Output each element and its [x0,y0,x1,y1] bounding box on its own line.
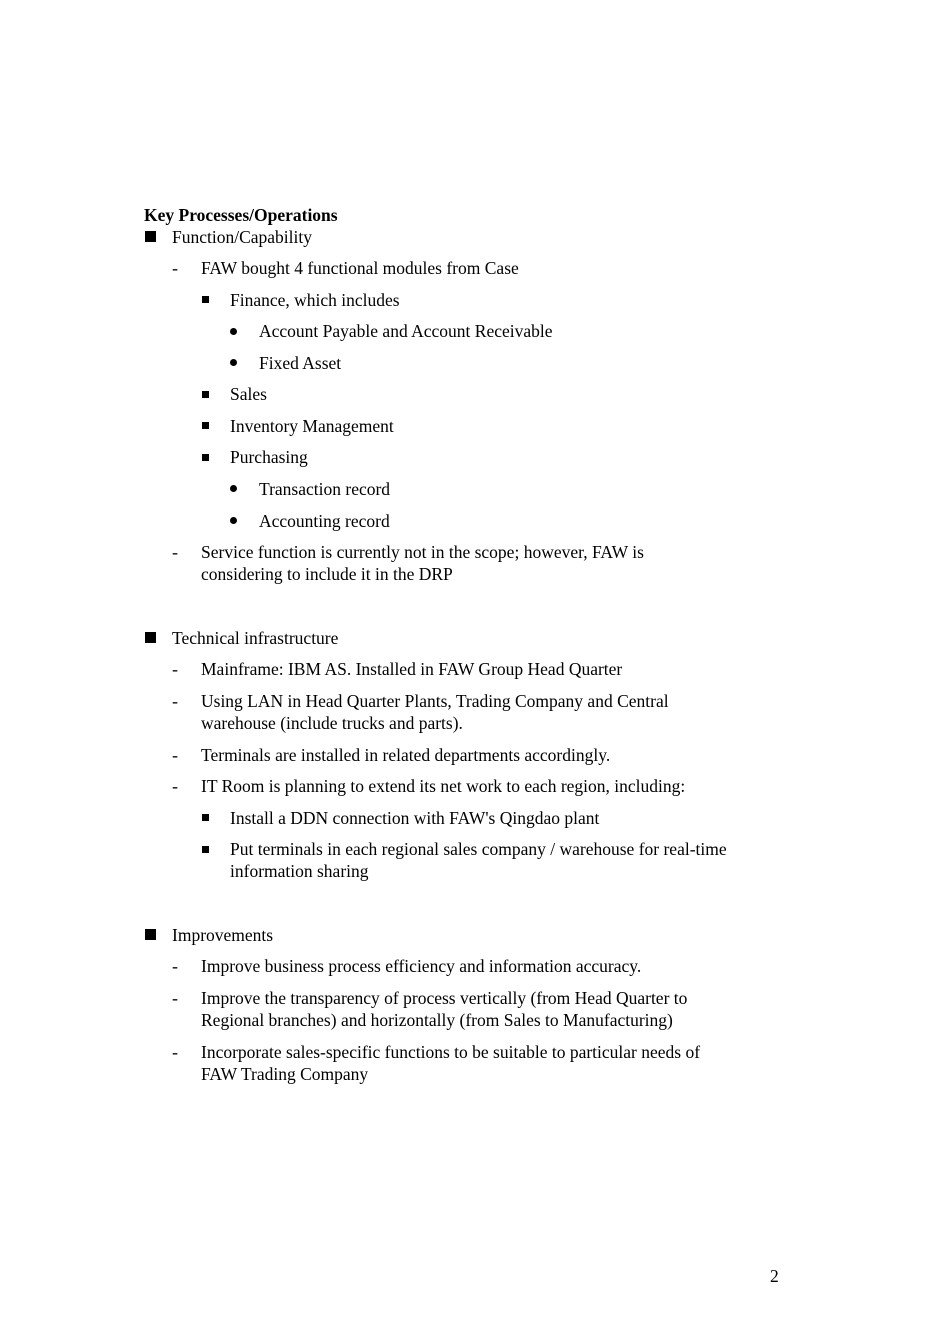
list-item-level3: Purchasing [230,447,308,467]
list-item-level4: Transaction record [259,479,391,499]
list-item-level4: Accounting record [259,511,390,531]
small-square-bullet-icon [202,391,209,398]
small-square-bullet-icon [202,846,209,853]
list-item-level3: Sales [230,384,267,404]
list-item-level2: Terminals are installed in related departments accordingly. [201,745,611,765]
square-bullet-icon [145,929,156,940]
list-item-level1: Technical infrastructure [172,628,339,648]
list-item-level2: Service function is currently not in the scope; however, FAW is [201,542,644,562]
list-item-level1: Improvements [172,925,274,945]
list-item-level2: Improve business process efficiency and information accuracy. [201,956,642,976]
small-square-bullet-icon [202,454,209,461]
list-item-level2-continued: Regional branches) and horizontally (from Sales to Manufacturing) [201,1010,673,1030]
page-number: 2 [770,1266,779,1286]
list-item-level3: Finance, which includes [230,290,400,310]
list-item-level2: Incorporate sales-specific functions to be suitable to particular needs of [201,1042,701,1062]
dash-bullet-icon: - [172,1042,178,1062]
list-item-level2: FAW bought 4 functional modules from Case [201,258,519,278]
list-item-level2: Improve the transparency of process vertically (from Head Quarter to [201,988,688,1008]
list-item-level2-continued: FAW Trading Company [201,1064,369,1084]
round-bullet-icon [230,328,237,335]
round-bullet-icon [230,485,237,492]
list-item-level2-continued: considering to include it in the DRP [201,564,453,584]
square-bullet-icon [145,632,156,643]
dash-bullet-icon: - [172,542,178,562]
list-item-level3: Put terminals in each regional sales company / warehouse for real-time [230,839,727,859]
list-item-level2: IT Room is planning to extend its net work to each region, including: [201,776,686,796]
list-item-level3: Inventory Management [230,416,394,436]
list-item-level2: Mainframe: IBM AS. Installed in FAW Group Head Quarter [201,659,623,679]
list-item-level3-continued: information sharing [230,861,369,881]
list-item-level1: Function/Capability [172,227,312,247]
dash-bullet-icon: - [172,659,178,679]
section-heading: Key Processes/Operations [144,205,338,225]
small-square-bullet-icon [202,814,209,821]
round-bullet-icon [230,359,237,366]
square-bullet-icon [145,231,156,242]
list-item-level4: Fixed Asset [259,353,342,373]
small-square-bullet-icon [202,296,209,303]
dash-bullet-icon: - [172,745,178,765]
dash-bullet-icon: - [172,691,178,711]
list-item-level4: Account Payable and Account Receivable [259,321,553,341]
list-item-level3: Install a DDN connection with FAW's Qingdao plant [230,808,600,828]
dash-bullet-icon: - [172,776,178,796]
round-bullet-icon [230,517,237,524]
list-item-level2-continued: warehouse (include trucks and parts). [201,713,463,733]
dash-bullet-icon: - [172,988,178,1008]
dash-bullet-icon: - [172,258,178,278]
list-item-level2: Using LAN in Head Quarter Plants, Trading Company and Central [201,691,669,711]
dash-bullet-icon: - [172,956,178,976]
small-square-bullet-icon [202,422,209,429]
